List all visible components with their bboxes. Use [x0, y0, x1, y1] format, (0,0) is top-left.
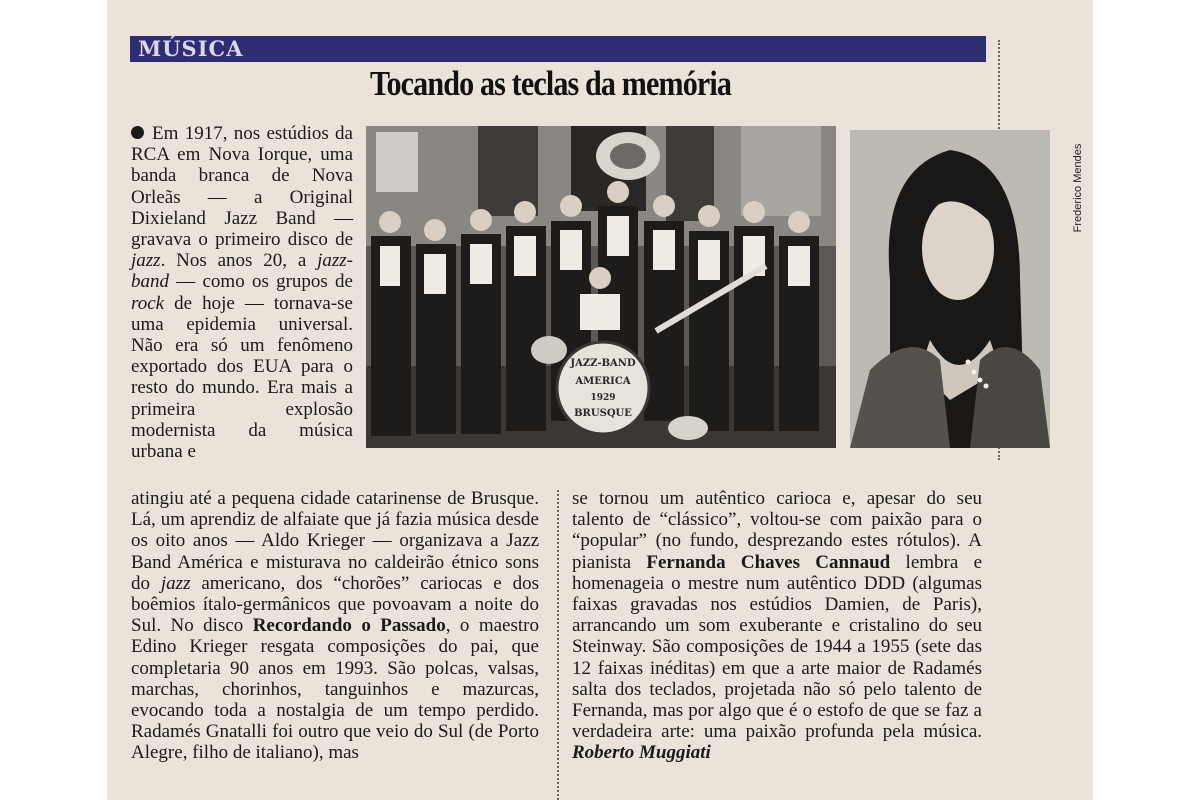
article-column-right — [572, 488, 982, 764]
column-dotted-divider — [557, 490, 559, 800]
text-run: . Nos anos 20, a — [160, 250, 318, 272]
text-run: lembra e homenageia o mestre num autêntico DDD (algumas faixas gravadas nos estúdios Damien, de Paris), arrancando um som exuberante e cristalino do seu Steinway. São composições de 1944 a 1955 (sete das 12 faixas inéditas) em que a arte maior de Radamés salta dos teclados, projetada não só pelo talento de Fernanda, mas por algo que é o estofo de que se faz a verdadeira arte: uma paixão profunda pela música. — [572, 551, 983, 743]
text-run-italic: jazz — [131, 250, 161, 272]
artist-name: Fernanda Chaves Cannaud — [646, 551, 891, 573]
text-run: — como os grupos de — [169, 271, 353, 293]
bullet-icon — [131, 126, 144, 139]
section-header-bar — [130, 36, 986, 62]
drum-text: 1929 — [590, 393, 616, 403]
photo-credit — [1068, 130, 1082, 250]
text-run: de hoje — tornava-se uma epidemia universal. Não era só um fenômeno exportado dos EUA para o resto do mundo. Era mais a primeira explosão modernista da música urbana e — [131, 292, 353, 463]
text-run: se tornou um autêntico carioca e, apesar do seu talento de “clássico”, voltou-se com paixão para o “popular” (no fundo, desprezando estes rótulos). A pianista — [572, 488, 982, 573]
text-run: , o maestro Edino Krieger resgata composições do pai, que completaria 90 anos em 1993. São polcas, valsas, marchas, chorinhos, tanguinhos e mazurcas, evocando toda a nostalgia de um tempo perdido. Radamés Gnatalli foi outro que veio do Sul (de Porto Alegre, filho de italiano), mas — [131, 615, 539, 764]
jazz-band-photo — [366, 126, 836, 448]
text-run-italic: rock — [131, 292, 165, 314]
album-title: Recordando o Passado — [252, 615, 446, 637]
drum-text: JAZZ-BAND — [570, 358, 636, 369]
article-column-left-bottom — [131, 488, 539, 764]
text-run: americano, dos “chorões” cariocas e dos boêmios ítalo-germânicos que povoavam a noite do Sul. No disco — [131, 572, 540, 637]
section-label: MÚSICA — [138, 36, 244, 61]
text-run: Em 1917, nos estúdios da RCA em Nova Iorque, uma banda branca de Nova Orleãs — a Original Dixieland Jazz Band — gravava o primeiro disco de — [131, 123, 353, 251]
text-run: atingiu até a pequena cidade catarinense de Brusque. Lá, um aprendiz de alfaiate que já fazia música desde os oito anos — Aldo Krieger — organizava a Jazz Band América e misturava no caldeirão étnico sons do — [131, 488, 539, 594]
article-headline: Tocando as teclas da memória — [370, 64, 732, 103]
text-run-italic: jazz — [160, 572, 191, 594]
drum-text: AMERICA — [575, 376, 631, 387]
drum-text: BRUSQUE — [574, 408, 632, 419]
photo-credit-text: Frederico Mendes — [1072, 143, 1084, 233]
article-column-left-top — [131, 123, 353, 462]
portrait-photo — [850, 130, 1050, 448]
text-run-italic: jazz-band — [131, 250, 353, 293]
author-byline: Roberto Muggiati — [572, 742, 711, 764]
